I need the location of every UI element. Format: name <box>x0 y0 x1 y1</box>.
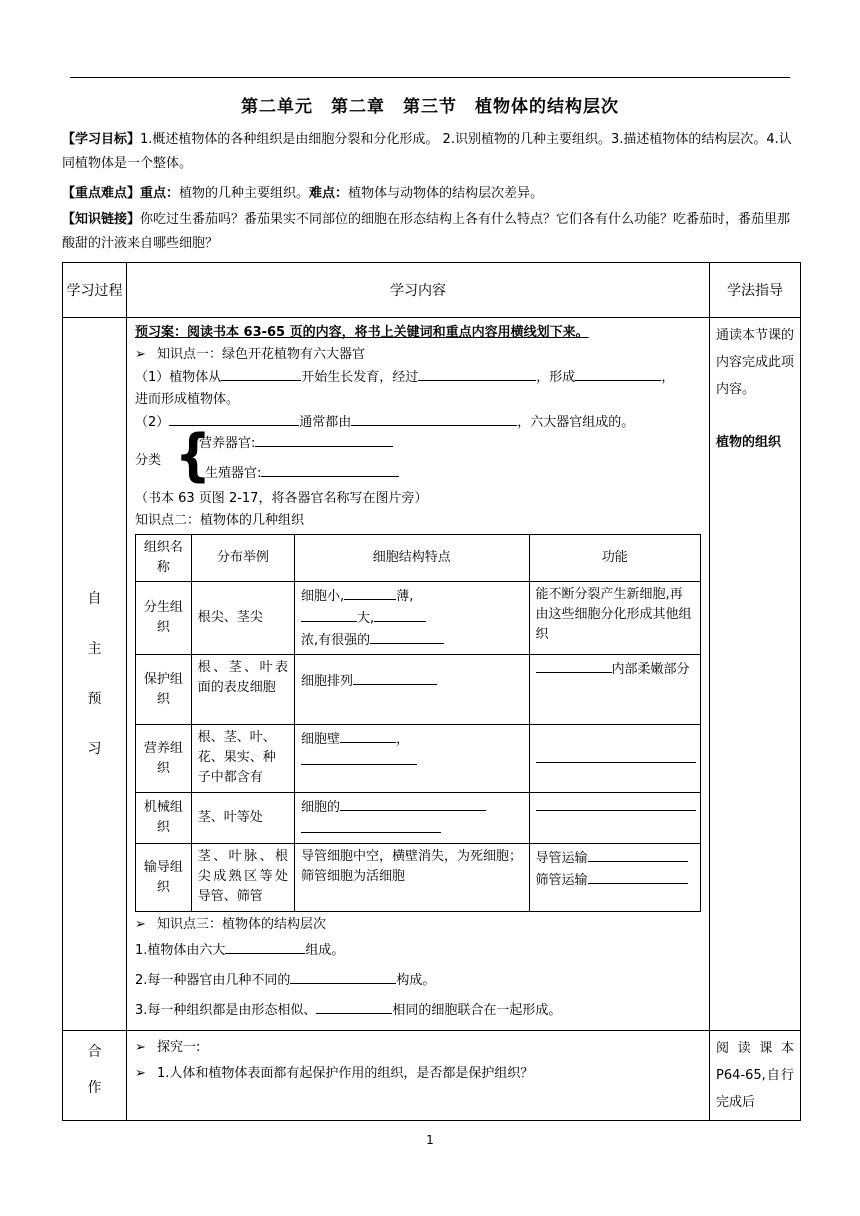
struct-text: 细胞壁 <box>301 732 341 747</box>
key-label: 【重点难点】 <box>62 186 141 201</box>
cooperation-label <box>63 1031 127 1121</box>
link-text: 你吃过生番茄吗？番茄果实不同部位的细胞在形态结构上各有什么特点？它们各有什么功能？吃番茄时，番茄里那酸甜的汁液来自哪些细胞？ <box>62 212 791 251</box>
struct-text: 薄, <box>396 589 414 604</box>
tissue-distribution: 根尖、茎尖 <box>191 582 294 655</box>
blank[interactable] <box>221 366 301 381</box>
kp1-l2a: （2） <box>135 415 170 430</box>
tissue-function <box>529 844 700 912</box>
blank[interactable] <box>536 748 696 763</box>
kp1-l1c: ，形成 <box>536 370 576 385</box>
self-char-2: 主 <box>87 641 102 657</box>
blank[interactable] <box>261 462 399 477</box>
struct-text: 大, <box>357 611 375 626</box>
tissue-structure <box>295 725 529 793</box>
blank[interactable] <box>418 366 536 381</box>
guide-cell <box>710 318 801 1031</box>
tissue-name: 输导组织 <box>136 844 192 912</box>
tissue-function <box>529 725 700 793</box>
knowledge-point-1 <box>135 344 701 366</box>
kp1-l1b: 开始生长发育，经过 <box>301 370 419 385</box>
struct-text: 浓,有很强的 <box>301 633 371 648</box>
blank[interactable] <box>536 658 612 673</box>
goal-label: 【学习目标】 <box>62 132 141 147</box>
kp3-line3 <box>135 996 701 1026</box>
key-points <box>62 182 802 206</box>
kp3-l1b: 组成。 <box>305 943 345 958</box>
page-number: 1 <box>426 1133 434 1147</box>
reproductive-organ-row <box>205 462 399 485</box>
self-char-3: 预 <box>87 691 102 707</box>
header-rule <box>70 77 790 78</box>
knowledge-point-2: 知识点二：植物体的几种组织 <box>135 513 305 528</box>
arrow-icon: ➢ <box>135 347 146 362</box>
blank[interactable] <box>301 750 417 765</box>
key-b-label: 难点： <box>309 186 349 201</box>
tissue-name: 机械组织 <box>136 793 192 844</box>
th-distribution: 分布举例 <box>191 535 294 582</box>
self-char-4: 习 <box>87 741 102 757</box>
goal-text: 1.概述植物体的各种组织是由细胞分裂和分化形成。 2.识别植物的几种主要组织。3.描述植物体的结构层次。4.认同植物体是一个整体。 <box>62 132 792 171</box>
struct-text: 细胞小, <box>301 589 345 604</box>
blank[interactable] <box>351 411 517 426</box>
nutrient-organ-label: 营养器官: <box>199 436 256 451</box>
blank[interactable] <box>588 869 688 884</box>
explore-q1-text: 1.人体和植物体表面都有起保护作用的组织，是否都是保护组织？ <box>157 1066 534 1081</box>
tissue-structure <box>295 655 529 725</box>
blank[interactable] <box>344 585 396 600</box>
explore-text: 探究一: <box>157 1040 201 1055</box>
th-function: 功能 <box>529 535 700 582</box>
reproductive-organ-label: 生殖器官: <box>205 466 262 481</box>
header-guide: 学法指导 <box>710 263 801 318</box>
struct-text: 细胞的 <box>301 800 341 815</box>
blank[interactable] <box>575 366 661 381</box>
tissue-name: 营养组织 <box>136 725 192 793</box>
table-row <box>136 793 701 844</box>
kp1-text: 知识点一：绿色开花植物有六大器官 <box>157 347 366 362</box>
blank[interactable] <box>255 432 393 447</box>
kp3-line1 <box>135 936 701 966</box>
struct-text: 细胞排列 <box>301 674 354 689</box>
blank[interactable] <box>340 728 396 743</box>
key-a-label: 重点： <box>140 186 180 201</box>
blank[interactable] <box>316 999 392 1014</box>
learning-goals <box>62 128 802 176</box>
book-note: （书本 63 页图 2-17，将各器官名称写在图片旁） <box>135 491 428 506</box>
tissue-structure <box>295 793 529 844</box>
cooperation-content <box>127 1031 710 1121</box>
blank[interactable] <box>340 796 486 811</box>
kp1-l1d: ， <box>661 370 675 385</box>
arrow-icon: ➢ <box>135 917 146 932</box>
table-row <box>136 844 701 912</box>
self-study-content <box>127 318 710 1031</box>
kp3-line2 <box>135 966 701 996</box>
blank[interactable] <box>290 969 396 984</box>
knowledge-link <box>62 208 802 256</box>
preview-text: 预习案：阅读书本 63-65 页的内容，将书上关键词和重点内容用横线划下来。 <box>135 325 589 340</box>
self-study-label <box>63 318 127 1031</box>
kp1-line1-cont: 进而形成植物体。 <box>135 392 240 407</box>
classify-label: 分类 <box>135 453 162 468</box>
table-row <box>136 582 701 655</box>
blank[interactable] <box>536 796 696 811</box>
tissue-distribution: 根、茎、叶表面的表皮细胞 <box>191 655 294 725</box>
tissue-name: 分生组织 <box>136 582 192 655</box>
guide-coop-text: 阅读课本P64-65,自行完成后 <box>710 1031 801 1121</box>
key-b-text: 植物体与动物体的结构层次差异。 <box>348 186 544 201</box>
key-a-text: 植物的几种主要组织。 <box>179 186 310 201</box>
kp1-l2b: 通常都由 <box>299 415 352 430</box>
tissue-function <box>529 793 700 844</box>
brace-icon: { <box>174 423 211 488</box>
organ-classification <box>135 423 701 488</box>
blank[interactable] <box>374 607 426 622</box>
explore-heading <box>135 1035 701 1061</box>
blank[interactable] <box>353 670 437 685</box>
blank[interactable] <box>301 607 357 622</box>
kp3-l1a: 1.植物体由六大 <box>135 943 226 958</box>
tissue-distribution: 茎、叶等处 <box>191 793 294 844</box>
header-content: 学习内容 <box>127 263 710 318</box>
main-table <box>62 262 801 1121</box>
preview-instruction <box>135 322 701 344</box>
blank[interactable] <box>225 939 305 954</box>
kp1-line1 <box>135 366 701 389</box>
th-cell-structure: 细胞结构特点 <box>295 535 529 582</box>
self-char-1: 自 <box>87 591 102 607</box>
guide-read-text: 通读本节课的内容完成此项内容。 <box>716 328 795 397</box>
function-text: 导管运输 <box>535 851 588 866</box>
link-label: 【知识链接】 <box>62 212 141 227</box>
coop-char-1: 合 <box>87 1044 102 1060</box>
function-text: 内部柔嫩部分 <box>611 662 690 677</box>
explore-question <box>135 1061 701 1087</box>
arrow-icon: ➢ <box>135 1066 146 1081</box>
tissue-distribution: 根、茎、叶、花、果实、种子中都含有 <box>191 725 294 793</box>
tissue-name: 保护组织 <box>136 655 192 725</box>
table-row <box>136 655 701 725</box>
function-text: 筛管运输 <box>535 873 588 888</box>
tissue-structure: 导管细胞中空，横壁消失，为死细胞；筛管细胞为活细胞 <box>295 844 529 912</box>
kp1-l2c: ，六大器官组成的。 <box>517 415 635 430</box>
table-row <box>136 725 701 793</box>
tissue-table <box>135 534 701 912</box>
kp3-l3b: 相同的细胞联合在一起形成。 <box>392 1003 562 1018</box>
kp3-l2b: 构成。 <box>396 973 436 988</box>
blank[interactable] <box>301 818 441 833</box>
tissue-function <box>529 655 700 725</box>
knowledge-point-3 <box>135 914 701 936</box>
header-process: 学习过程 <box>63 263 127 318</box>
kp1-l1a: （1）植物体从 <box>135 370 222 385</box>
guide-tissue-text: 植物的组织 <box>716 435 782 450</box>
nutrient-organ-row <box>199 432 393 455</box>
blank[interactable] <box>370 629 444 644</box>
th-tissue-name: 组织名称 <box>136 535 192 582</box>
struct-text: ， <box>396 732 410 747</box>
tissue-structure <box>295 582 529 655</box>
tissue-distribution: 茎、叶脉、根尖成熟区等处导管、筛管 <box>191 844 294 912</box>
kp3-l2a: 2.每一种器官由几种不同的 <box>135 973 291 988</box>
kp3-text: 知识点三：植物体的结构层次 <box>157 917 327 932</box>
kp1-line2 <box>135 411 701 434</box>
arrow-icon: ➢ <box>135 1040 146 1055</box>
kp3-l3a: 3.每一种组织都是由形态相似、 <box>135 1003 317 1018</box>
tissue-function: 能不断分裂产生新细胞,再由这些细胞分化形成其他组织 <box>529 582 700 655</box>
coop-char-2: 作 <box>87 1080 102 1096</box>
blank[interactable] <box>588 847 688 862</box>
page-title: 第二单元 第二章 第三节 植物体的结构层次 <box>241 97 619 117</box>
